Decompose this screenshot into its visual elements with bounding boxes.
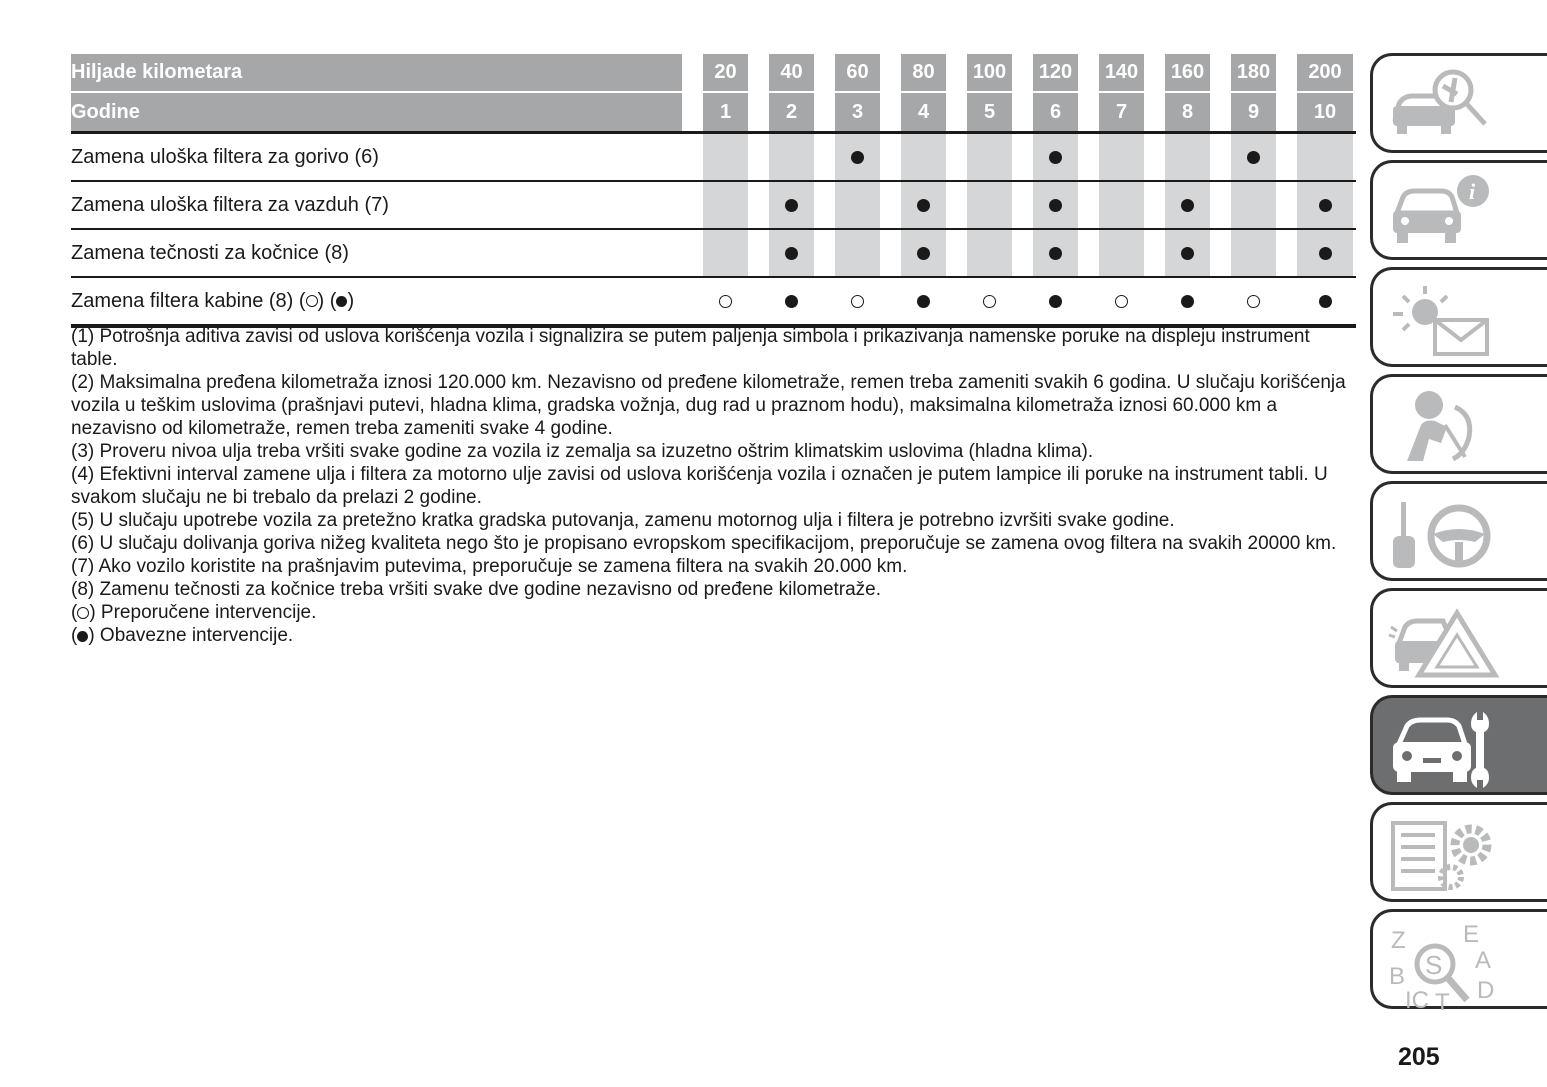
svg-text:i: i — [1469, 179, 1476, 204]
km-header-cell: 140 — [1099, 54, 1144, 93]
chapter-tab-maintenance[interactable] — [1370, 695, 1547, 795]
years-header-cell: 9 — [1231, 93, 1276, 131]
mandatory-mark-icon — [1049, 247, 1062, 260]
mandatory-mark-icon — [1049, 199, 1062, 212]
years-header-cell: 3 — [835, 93, 880, 131]
mandatory-mark-icon — [785, 199, 798, 212]
legend-mandatory — [71, 624, 1346, 647]
svg-text:T: T — [1435, 989, 1450, 1012]
schedule-cell — [1165, 134, 1210, 180]
legend-mandatory-text: ) Obavezne intervencije. — [88, 625, 294, 646]
schedule-cell — [703, 134, 748, 180]
mandatory-mark-icon — [785, 295, 798, 308]
years-header-cell: 2 — [769, 93, 814, 131]
mandatory-mark-icon — [1181, 199, 1194, 212]
km-header-cell: 160 — [1165, 54, 1210, 93]
schedule-cell — [835, 182, 880, 228]
chapter-tab-safety[interactable] — [1370, 374, 1547, 474]
footnotes — [71, 325, 1346, 647]
mandatory-mark-icon — [1049, 295, 1062, 308]
svg-text:B: B — [1389, 963, 1406, 990]
years-header-cell: 8 — [1165, 93, 1210, 131]
schedule-cell — [1231, 278, 1276, 324]
schedule-cell — [703, 278, 748, 324]
mandatory-mark-icon — [851, 151, 864, 164]
row-label-mid: ) ( — [317, 289, 337, 312]
table-header-years-row — [71, 93, 1356, 134]
km-header-cell: 40 — [769, 54, 814, 93]
footnote-2: (2) Maksimalna pređena kilometraža iznosi 120.000 km. Nezavisno od pređene kilometraže, remen treba zameniti svakih 6 godina. U slučaju korišćenja vozila u teškim uslovima (prašnjavi putevi, hladna klima, gradska vožnja, dug rad u praznom hodu), maksimalna kilometraža iznosi 60.000 km a nezavisno od kilometraže, remen treba zameniti svake 4 godine. — [71, 372, 1346, 439]
legend-open-paren: ( — [71, 625, 78, 646]
svg-text:Z: Z — [1391, 927, 1406, 954]
schedule-cell — [1165, 278, 1210, 324]
svg-text:A: A — [1475, 947, 1492, 974]
schedule-cell — [967, 134, 1012, 180]
row-label — [71, 278, 682, 324]
schedule-cell — [769, 230, 814, 276]
footnote-5: (5) U slučaju upotrebe vozila za pretežno kratka gradska putovanja, zamenu motornog ulja i filtera je potrebno izvršiti svake godine. — [71, 510, 1175, 531]
schedule-cell — [1033, 278, 1078, 324]
table-row — [71, 134, 1356, 182]
km-header-cell: 120 — [1033, 54, 1078, 93]
schedule-cell — [967, 278, 1012, 324]
svg-text:E: E — [1463, 922, 1480, 948]
footnote-8: (8) Zamenu tečnosti za kočnice treba vršiti svake dve godine nezavisno od pređene kilometraže. — [71, 579, 882, 600]
schedule-cell — [967, 182, 1012, 228]
km-header-cell: 100 — [967, 54, 1012, 93]
chapter-tab-technical-data[interactable] — [1370, 802, 1547, 902]
specs-gears-icon — [1385, 815, 1500, 897]
years-header-cell: 4 — [901, 93, 946, 131]
schedule-cell — [1099, 182, 1144, 228]
mandatory-mark-icon — [1247, 151, 1260, 164]
km-header-cell: 200 — [1297, 54, 1353, 93]
mandatory-mark-icon — [1319, 247, 1332, 260]
legend-open-paren: ( — [71, 602, 78, 623]
chapter-tab-warning-lights[interactable] — [1370, 267, 1547, 367]
years-header-cell: 1 — [703, 93, 748, 131]
maintenance-schedule-table — [71, 54, 1356, 328]
table-header-km-row — [71, 54, 1356, 93]
row-label: Zamena uloška filtera za vazduh (7) — [71, 193, 389, 216]
km-header-cell: 180 — [1231, 54, 1276, 93]
table-row — [71, 182, 1356, 230]
car-wrench-icon — [1385, 708, 1500, 790]
schedule-cell — [1297, 278, 1353, 324]
recommended-mark-icon — [719, 295, 732, 308]
car-search-icon — [1385, 66, 1495, 146]
airbag-seatbelt-icon — [1385, 387, 1495, 467]
schedule-cell — [769, 182, 814, 228]
car-info-icon — [1385, 173, 1495, 253]
recommended-mark-icon — [1247, 295, 1260, 308]
mandatory-mark-icon — [1181, 295, 1194, 308]
mandatory-mark-icon — [785, 247, 798, 260]
footnote-1: (1) Potrošnja aditiva zavisi od uslova korišćenja vozila i signalizira se putem paljenja simbola i prikazivanja namenske poruke na displeju instrument table. — [71, 326, 1310, 370]
page-number: 205 — [1398, 1043, 1440, 1071]
footnote-6: (6) U slučaju dolivanja goriva nižeg kvaliteta nego što je propisano evropskom specifikacijom, preporučuje se zamena ovog filtera na svakih 20000 km. — [71, 533, 1337, 554]
mandatory-mark-icon — [1319, 199, 1332, 212]
chapter-tab-getting-to-know[interactable] — [1370, 160, 1547, 260]
chapter-tab-dashboard[interactable] — [1370, 53, 1547, 153]
km-header-cell: 80 — [901, 54, 946, 93]
recommended-symbol-icon — [306, 295, 318, 307]
recommended-mark-icon — [851, 295, 864, 308]
schedule-cell — [1099, 134, 1144, 180]
row-label-suffix: ) — [347, 289, 355, 312]
schedule-cell — [901, 182, 946, 228]
footnote-3: (3) Proveru nivoa ulja treba vršiti svake godine za vozila iz zemalja sa izuzetno oštrim klimatskim uslovima (hladna klima). — [71, 441, 1094, 462]
schedule-cell — [769, 278, 814, 324]
mandatory-mark-icon — [1319, 295, 1332, 308]
years-header-cell: 5 — [967, 93, 1012, 131]
schedule-cell — [703, 182, 748, 228]
row-label-prefix: Zamena filtera kabine (8) ( — [71, 289, 306, 312]
schedule-cell — [967, 230, 1012, 276]
svg-text:S: S — [1425, 950, 1443, 980]
schedule-cell — [901, 134, 946, 180]
svg-text:IC: IC — [1405, 987, 1429, 1012]
car-emergency-triangle-icon — [1385, 601, 1500, 681]
chapter-tab-index[interactable] — [1370, 909, 1547, 1012]
alphabetical-index-icon — [1385, 922, 1500, 1012]
chapter-tab-emergency[interactable] — [1370, 588, 1547, 688]
warning-lights-message-icon — [1385, 280, 1495, 360]
schedule-cell — [1033, 134, 1078, 180]
row-label: Zamena uloška filtera za gorivo (6) — [71, 145, 379, 168]
mandatory-mark-icon — [917, 199, 930, 212]
mandatory-mark-icon — [917, 295, 930, 308]
km-header-cell: 60 — [835, 54, 880, 93]
table-row — [71, 230, 1356, 278]
recommended-symbol-icon — [77, 607, 89, 619]
legend-recommended-text: ) Preporučene intervencije. — [89, 602, 317, 623]
schedule-cell — [1297, 134, 1353, 180]
schedule-cell — [1231, 134, 1276, 180]
schedule-cell — [901, 230, 946, 276]
schedule-cell — [1165, 182, 1210, 228]
mandatory-mark-icon — [1181, 247, 1194, 260]
schedule-cell — [835, 230, 880, 276]
schedule-cell — [835, 278, 880, 324]
recommended-mark-icon — [1115, 295, 1128, 308]
footnote-4: (4) Efektivni interval zamene ulja i filtera za motorno ulje zavisi od uslova korišćenja vozila i označen je putem lampice ili poruke na instrument tabli. U svakom slučaju ne bi trebalo da prelazi 2 godine. — [71, 464, 1328, 508]
mandatory-symbol-icon — [77, 631, 88, 642]
schedule-cell — [1033, 230, 1078, 276]
schedule-cell — [1099, 230, 1144, 276]
legend-recommended — [71, 601, 1346, 624]
schedule-cell — [835, 134, 880, 180]
schedule-cell — [1033, 182, 1078, 228]
schedule-cell — [1165, 230, 1210, 276]
key-steering-wheel-icon — [1385, 494, 1495, 574]
schedule-cell — [703, 230, 748, 276]
table-row — [71, 278, 1356, 328]
mandatory-mark-icon — [1049, 151, 1062, 164]
km-header-cell: 20 — [703, 54, 748, 93]
row-label: Zamena tečnosti za kočnice (8) — [71, 241, 349, 264]
mandatory-mark-icon — [917, 247, 930, 260]
years-header-cell: 10 — [1297, 93, 1353, 131]
schedule-cell — [1231, 182, 1276, 228]
schedule-cell — [1297, 182, 1353, 228]
recommended-mark-icon — [983, 295, 996, 308]
svg-text:D: D — [1477, 977, 1495, 1004]
mandatory-symbol-icon — [336, 296, 347, 307]
years-header-cell: 7 — [1099, 93, 1144, 131]
schedule-cell — [1231, 230, 1276, 276]
years-header-cell: 6 — [1033, 93, 1078, 131]
schedule-cell — [769, 134, 814, 180]
header-km-label: Hiljade kilometara — [71, 54, 682, 93]
schedule-cell — [1099, 278, 1144, 324]
chapter-tab-starting-driving[interactable] — [1370, 481, 1547, 581]
header-years-label: Godine — [71, 93, 682, 131]
schedule-cell — [901, 278, 946, 324]
footnote-7: (7) Ako vozilo koristite na prašnjavim putevima, preporučuje se zamena filtera na svakih 20.000 km. — [71, 556, 908, 577]
schedule-cell — [1297, 230, 1353, 276]
